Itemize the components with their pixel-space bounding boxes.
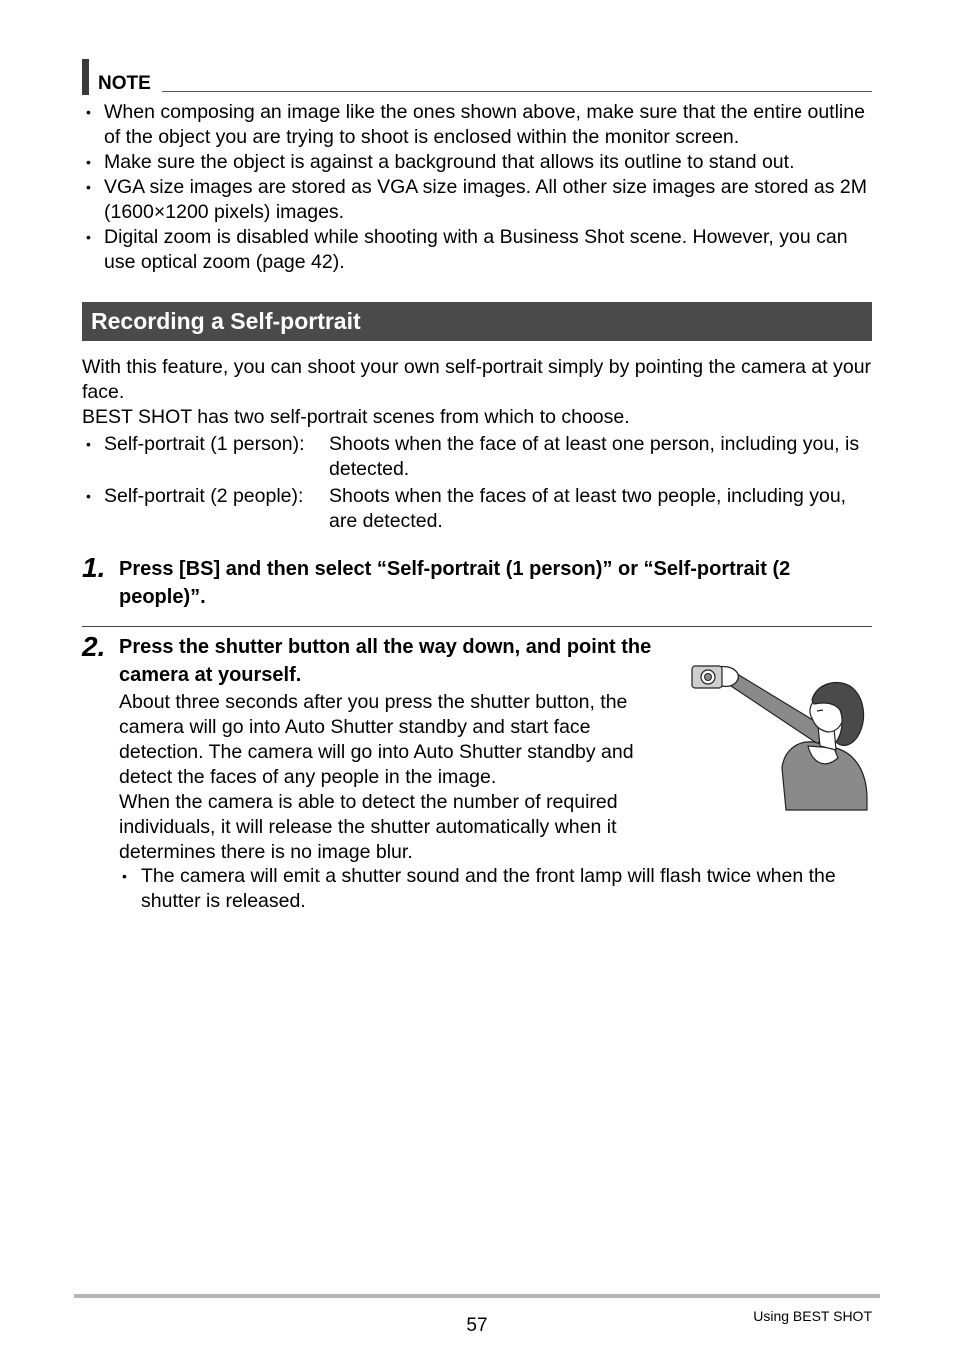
step-2-body-paragraph: When the camera is able to detect the number of required individuals, it will release the shutter automatically when it determines there is no image blur. xyxy=(119,791,618,863)
scene-term: Self-portrait (1 person): xyxy=(104,433,305,455)
self-portrait-illustration xyxy=(686,656,871,816)
scene-item xyxy=(82,432,872,482)
scene-item xyxy=(82,484,872,534)
bullet: • xyxy=(86,436,91,452)
note-item: • VGA size images are stored as VGA size images. All other size images are stored as 2M (1600×1200 pixels) images. xyxy=(82,175,874,225)
step-2-number: 2. xyxy=(82,631,106,662)
scene-term: Self-portrait (2 people): xyxy=(104,485,304,507)
scene-list xyxy=(82,432,872,536)
note-rule xyxy=(162,91,872,92)
step-2-body xyxy=(119,690,664,865)
note-label: NOTE xyxy=(98,73,151,94)
step-2-body-paragraph: About three seconds after you press the shutter button, the camera will go into Auto Shutter standby and start face detection. The camera will go into Auto Shutter standby and detect the faces of any people in the image. xyxy=(119,691,634,788)
section-title: Recording a Self-portrait xyxy=(91,308,361,334)
step-2-text: Press the shutter button all the way down, and point the camera at yourself. xyxy=(119,636,652,686)
note-item: • When composing an image like the ones shown above, make sure that the entire outline of the object you are trying to shoot is enclosed within the monitor screen. xyxy=(82,100,874,150)
note-item: • Make sure the object is against a background that allows its outline to stand out. xyxy=(82,150,874,175)
note-list xyxy=(82,100,874,275)
step-2-sub-list xyxy=(119,864,874,914)
page-number: 57 xyxy=(466,1315,488,1336)
scene-desc: Shoots when the faces of at least two people, including you, are detected. xyxy=(329,485,847,532)
step-1-number: 1. xyxy=(82,552,106,583)
footer-rule xyxy=(74,1294,880,1298)
footer-section-label: Using BEST SHOT xyxy=(753,1308,872,1324)
step-1-text: Press [BS] and then select “Self-portrait (1 person)” or “Self-portrait (2 people)”. xyxy=(119,558,791,608)
scene-desc: Shoots when the face of at least one person, including you, is detected. xyxy=(329,433,860,480)
bullet: • xyxy=(86,488,91,504)
intro-paragraph: With this feature, you can shoot your own self-portrait simply by pointing the camera at your face. xyxy=(82,356,872,403)
step-2-sub-item: • The camera will emit a shutter sound and the front lamp will flash twice when the shutter is released. xyxy=(119,864,874,914)
intro-paragraph-2: BEST SHOT has two self-portrait scenes from which to choose. xyxy=(82,406,630,428)
note-bar xyxy=(82,59,89,95)
note-item: • Digital zoom is disabled while shooting with a Business Shot scene. However, you can use optical zoom (page 42). xyxy=(82,225,874,275)
step-divider xyxy=(82,626,872,627)
